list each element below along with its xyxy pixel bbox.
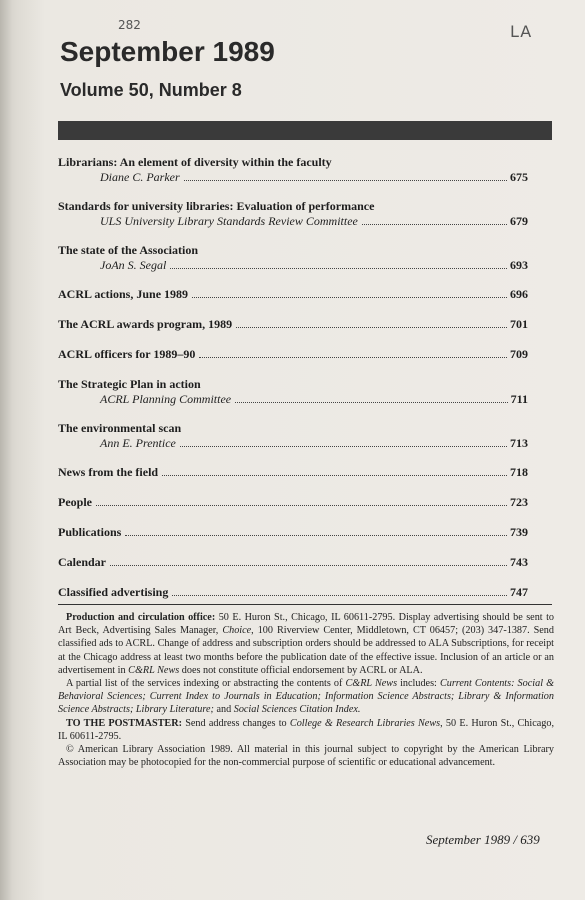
toc-title: Standards for university libraries: Evaluation of performance (58, 199, 375, 213)
production-text: 50 E. Huron St., Chicago, IL 60611-2795. Display advertising should be sent to Art Beck, Advertising Sales Manager, (58, 612, 554, 637)
toc-title: Publications (58, 525, 122, 539)
toc-item[interactable] (58, 555, 528, 570)
toc-page: 693 (510, 258, 528, 272)
leader-dots (199, 357, 507, 358)
production-paragraph (58, 611, 554, 677)
production-label: Production and circulation office: (66, 612, 216, 623)
production-text: , 100 Riverview Center, Middletown, CT 06457; (203) 347-1387. Send classified ads to ACRL. Change of address and subscription orders should be addressed to ALA Subscriptions, for receipt at the Chicago address at least two months before the publication date of the effective issue. Inclusion of an article or an advertisement in (58, 625, 554, 676)
toc-author: JoAn S. Segal (100, 258, 167, 272)
handwritten-note-top: 282 (118, 18, 141, 32)
leader-dots (184, 180, 507, 181)
table-of-contents (58, 155, 528, 615)
toc-item[interactable] (58, 199, 528, 229)
header-bar (58, 121, 552, 140)
toc-item[interactable] (58, 525, 528, 540)
toc-author: ULS University Library Standards Review Committee (100, 214, 358, 228)
leader-dots (110, 565, 507, 566)
indexing-text: and (213, 704, 234, 716)
toc-title: Librarians: An element of diversity within the faculty (58, 155, 332, 169)
leader-dots (235, 402, 508, 403)
toc-author: ACRL Planning Committee (100, 392, 232, 406)
toc-page: 743 (510, 555, 528, 569)
toc-page: 701 (510, 317, 528, 331)
toc-title: Calendar (58, 555, 106, 569)
toc-item[interactable] (58, 155, 528, 185)
leader-dots (162, 475, 507, 476)
leader-dots (170, 268, 507, 269)
postmaster-paragraph (58, 717, 554, 743)
publication-info (58, 611, 554, 769)
toc-page: 709 (510, 347, 528, 361)
toc-item[interactable] (58, 347, 528, 362)
toc-item[interactable] (58, 377, 528, 407)
crl-news-title: C&RL News (345, 678, 398, 690)
toc-item[interactable] (58, 243, 528, 273)
leader-dots (180, 446, 507, 447)
leader-dots (96, 505, 507, 506)
page-footer: September 1989 / 639 (426, 832, 540, 847)
toc-page: 696 (510, 287, 528, 301)
postmaster-label: TO THE POSTMASTER: (66, 717, 182, 729)
crl-news-title: C&RL News (128, 664, 180, 676)
toc-title: Classified advertising (58, 585, 169, 599)
toc-page: 718 (510, 465, 528, 479)
toc-author: Diane C. Parker (100, 170, 180, 184)
toc-page: 723 (510, 495, 528, 509)
issue-date: September 1989 (60, 36, 275, 67)
toc-title: The environmental scan (58, 421, 182, 435)
choice-title: Choice (222, 625, 252, 637)
toc-item[interactable] (58, 585, 528, 600)
toc-title: News from the field (58, 465, 159, 479)
toc-page: 675 (510, 170, 528, 184)
toc-item[interactable] (58, 317, 528, 332)
indexing-services: Social Sciences Citation Index. (233, 704, 361, 716)
toc-item[interactable] (58, 421, 528, 451)
copyright-paragraph: © American Library Association 1989. All material in this journal subject to copyright by the American Library Association may be photocopied for the non-commercial purpose of scientific or educational advancement. (58, 744, 554, 769)
leader-dots (125, 535, 507, 536)
toc-page: 679 (510, 214, 528, 228)
postmaster-text: Send address changes to (181, 717, 290, 729)
production-text: does not constitute official endorsement by ACRL or ALA. (179, 664, 423, 676)
indexing-services: Current Contents: Social & Behavioral Sciences; Current Index to Journals in Education; Information Science Abstracts; Library & Information Science Abstracts; Library Literature; (58, 678, 555, 716)
indexing-text: A partial list of the services indexing or abstracting the contents of (66, 678, 346, 690)
toc-title: ACRL actions, June 1989 (58, 287, 189, 301)
indexing-paragraph (58, 677, 554, 717)
indexing-text: includes: (397, 678, 440, 690)
toc-author: Ann E. Prentice (100, 436, 176, 450)
toc-page: 747 (510, 585, 528, 599)
toc-title: ACRL officers for 1989–90 (58, 347, 196, 361)
toc-page: 711 (510, 392, 528, 406)
toc-page: 713 (510, 436, 528, 450)
toc-title: People (58, 495, 92, 509)
toc-title: The Strategic Plan in action (58, 377, 201, 391)
binding-edge (0, 0, 12, 900)
handwritten-note-right: LA (510, 22, 533, 41)
toc-item[interactable] (58, 495, 528, 510)
toc-page: 739 (510, 525, 528, 539)
toc-item[interactable] (58, 287, 528, 302)
leader-dots (362, 224, 507, 225)
postmaster-text: , 50 E. Huron St., Chicago, IL 60611-2795. (58, 717, 554, 742)
leader-dots (236, 327, 507, 328)
leader-dots (172, 595, 507, 596)
footer-rule (58, 604, 552, 605)
toc-title: The ACRL awards program, 1989 (58, 317, 233, 331)
toc-item[interactable] (58, 465, 528, 480)
issue-volume: Volume 50, Number 8 (60, 80, 242, 100)
journal-title: College & Research Libraries News (289, 717, 441, 729)
toc-title: The state of the Association (58, 243, 198, 257)
leader-dots (192, 297, 507, 298)
